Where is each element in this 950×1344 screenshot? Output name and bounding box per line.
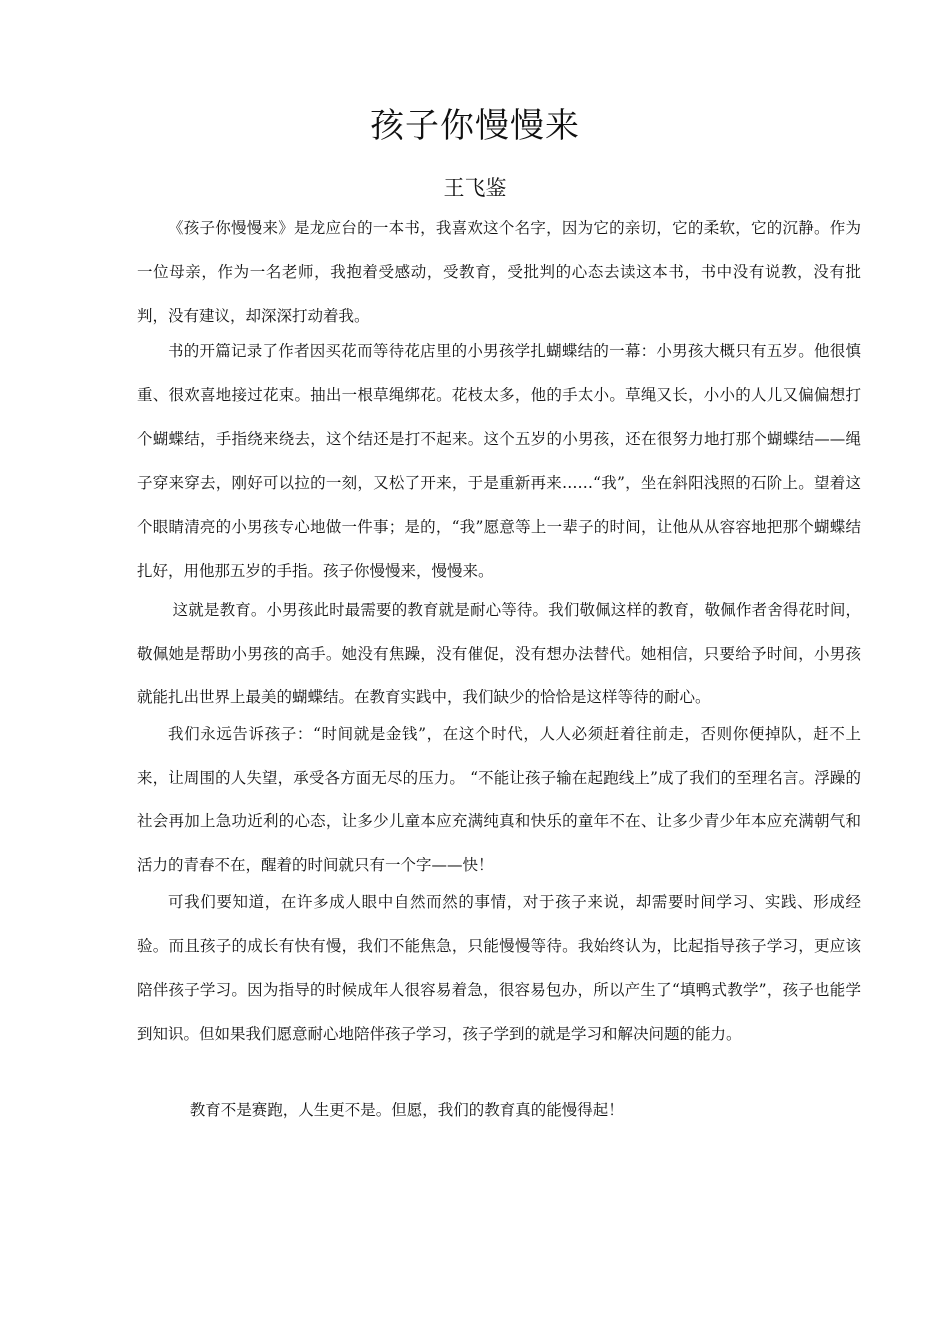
paragraph-5: 可我们要知道，在许多成人眼中自然而然的事情，对于孩子来说，却需要时间学习、实践、形成经验。而且孩子的成长有快有慢，我们不能焦急，只能慢慢等待。我始终认为，比起指导孩子学习，更应该陪伴孩子学习。因为指导的时候成年人很容易着急，很容易包办，所以产生了“填鸭式教学”，孩子也能学到知识。但如果我们愿意耐心地陪伴孩子学习，孩子学到的就是学习和解决问题的能力。 xyxy=(137,893,861,1043)
paragraph-4: 我们永远告诉孩子：“时间就是金钱”，在这个时代，人人必须赶着往前走，否则你便掉队，赶不上来，让周围的人失望，承受各方面无尽的压力。 “不能让孩子输在起跑线上”成了我们的至理名言。浮躁的社会再加上急功近利的心态，让多少儿童本应充满纯真和快乐的童年不在、让多少青少年本应充满朝气和活力的青春不在，醒着的时间就只有一个字——快！ xyxy=(137,725,861,874)
paragraph-6: 教育不是赛跑，人生更不是。但愿，我们的教育真的能慢得起！ xyxy=(189,1101,624,1119)
paragraph-3: 这就是教育。小男孩此时最需要的教育就是耐心等待。我们敬佩这样的教育，敬佩作者舍得花时间，敬佩她是帮助小男孩的高手。她没有焦躁，没有催促，没有想办法替代。她相信，只要给予时间，小男孩就能扎出世界上最美的蝴蝶结。在教育实践中，我们缺少的恰恰是这样等待的耐心。 xyxy=(137,601,861,706)
paragraph-2: 书的开篇记录了作者因买花而等待花店里的小男孩学扎蝴蝶结的一幕：小男孩大概只有五岁。他很慎重、很欢喜地接过花束。抽出一根草绳绑花。花枝太多，他的手太小。草绳又长，小小的人儿又偏偏想打个蝴蝶结，手指绕来绕去，这个结还是打不起来。这个五岁的小男孩，还在很努力地打那个蝴蝶结——绳子穿来穿去，刚好可以拉的一刻，又松了开来，于是重新再来……“我”，坐在斜阳浅照的石阶上。望着这个眼睛清亮的小男孩专心地做一件事；是的，“我”愿意等上一辈子的时间，让他从从容容地把那个蝴蝶结扎好，用他那五岁的手指。孩子你慢慢来，慢慢来。 xyxy=(137,342,861,580)
paragraph-1: 《孩子你慢慢来》是龙应台的一本书，我喜欢这个名字，因为它的亲切，它的柔软，它的沉静。作为一位母亲，作为一名老师，我抱着受感动，受教育，受批判的心态去读这本书，书中没有说教，没有批判，没有建议，却深深打动着我。 xyxy=(137,219,861,326)
author-name: 王飞鉴 xyxy=(443,176,507,200)
document-title: 孩子你慢慢来 xyxy=(370,106,580,146)
